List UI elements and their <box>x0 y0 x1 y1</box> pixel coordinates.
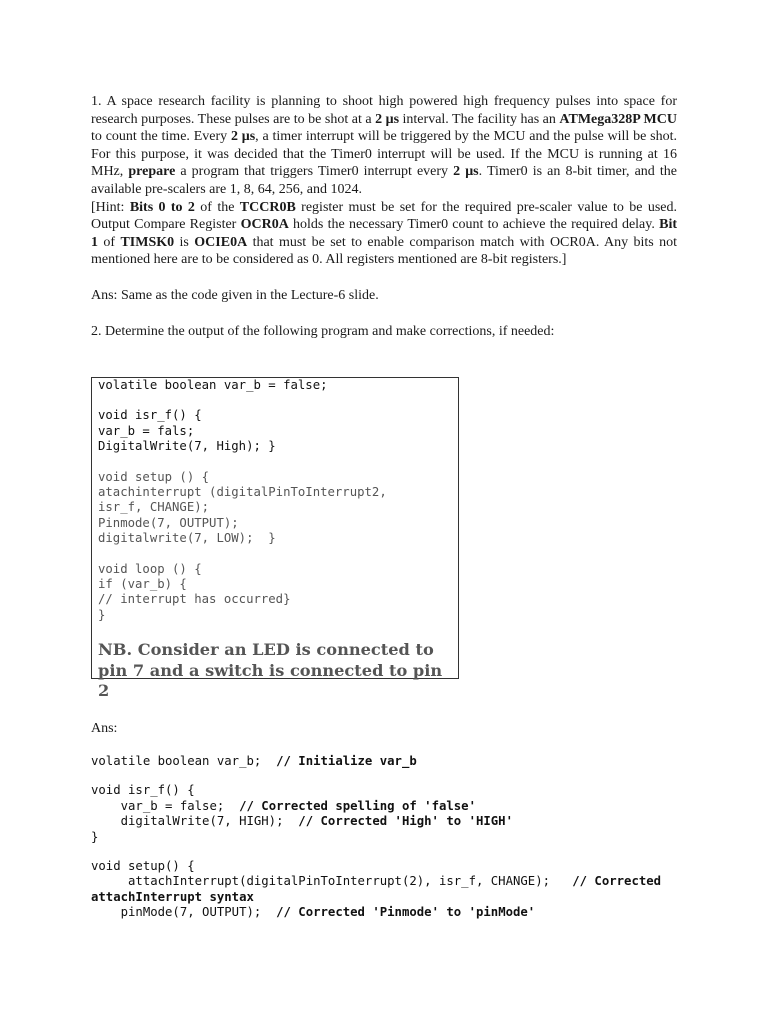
nb-note: NB. Consider an LED is connected to pin 7 and a switch is connected to pin 2 <box>98 640 443 701</box>
answer-code-line: attachInterrupt(digitalPinToInterrupt(2), isr_f, CHANGE); // Corrected <box>91 874 662 889</box>
answer-code-line: void isr_f() { <box>91 783 195 798</box>
code-line: DigitalWrite(7, High); } <box>98 439 276 454</box>
code-line: Pinmode(7, OUTPUT); <box>98 515 239 530</box>
question-2: 2. Determine the output of the following program and make corrections, if needed: <box>91 323 555 339</box>
answer-code-line: attachInterrupt syntax <box>91 889 254 904</box>
code-line: void loop () { <box>98 561 202 576</box>
answer-code-line: volatile boolean var_b; // Initialize var_b <box>91 754 417 768</box>
question-code-box <box>91 377 459 701</box>
answer-1: Ans: Same as the code given in the Lecture-6 slide. <box>91 287 379 303</box>
code-line: isr_f, CHANGE); <box>98 500 210 515</box>
code-line: var_b = fals; <box>98 423 195 438</box>
answer-code-line: var_b = false; // Corrected spelling of 'false' <box>91 798 476 813</box>
code-line: void isr_f() { <box>98 408 202 423</box>
code-line: void setup () { <box>98 469 210 484</box>
answer-2-label: Ans: <box>91 721 118 736</box>
answer-code <box>91 754 691 921</box>
code-line: atachinterrupt (digitalPinToInterrupt2, <box>98 485 387 500</box>
answer-code-line: } <box>91 829 99 844</box>
hint-paragraph: [Hint: Bits 0 to 2 of the TCCR0B register must be set for the required pre-scaler value to be used. Output Compare Register OCR0A holds the necessary Timer0 count to achieve the required delay. Bit 1 of TIMSK0 is OCIE0A that must be set to enable comparison match with OCR0A. Any bits not mentioned here are to be considered as 0. All registers mentioned are 8-bit registers.] <box>91 199 678 268</box>
code-line: digitalwrite(7, LOW); } <box>98 531 276 546</box>
code-line: volatile boolean var_b = false; <box>98 378 328 392</box>
answer-code-line: digitalWrite(7, HIGH); // Corrected 'High' to 'HIGH' <box>91 814 513 829</box>
code-line: } <box>98 607 106 622</box>
document-page <box>91 93 678 920</box>
code-line: // interrupt has occurred} <box>98 592 291 607</box>
answer-code-line: pinMode(7, OUTPUT); // Corrected 'Pinmode' to 'pinMode' <box>91 905 536 920</box>
code-line: if (var_b) { <box>98 577 187 592</box>
answer-code-line: void setup() { <box>91 859 195 874</box>
question-1: 1. A space research facility is planning to shoot high powered high frequency pulses into space for research purposes. These pulses are to be shot at a 2 μs interval. The facility has an ATMega328P MCU to count the time. Every 2 μs, a timer interrupt will be triggered by the MCU and the pulse will be shot. For this purpose, it was decided that the Timer0 interrupt will be used. If the MCU is running at 16 MHz, prepare a program that triggers Timer0 interrupt every 2 μs. Timer0 is an 8-bit timer, and the available pre-scalers are 1, 8, 64, 256, and 1024. <box>91 94 677 197</box>
